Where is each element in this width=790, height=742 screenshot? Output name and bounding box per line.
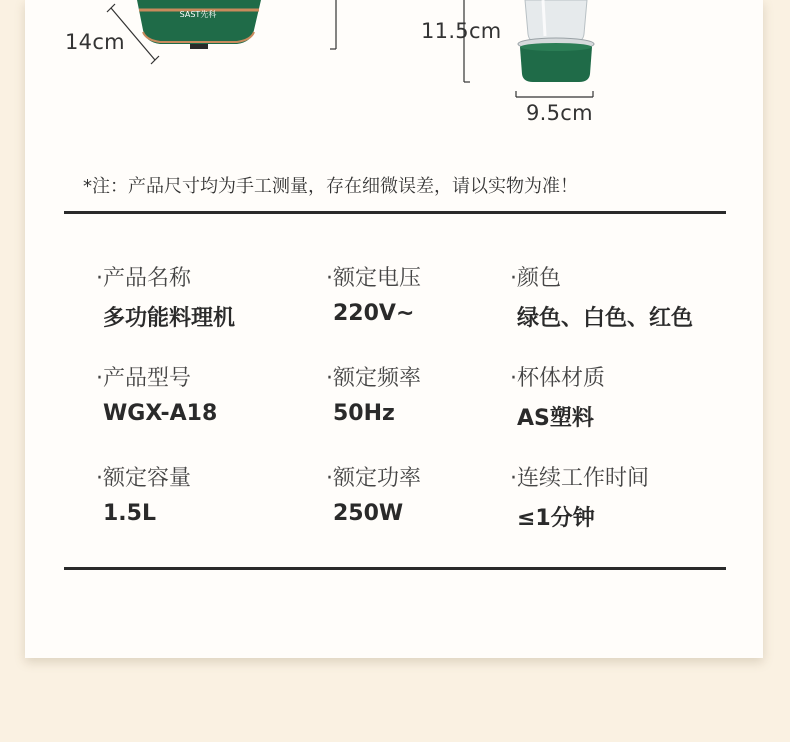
spec-value: 绿色、白色、红色 <box>517 306 694 331</box>
spec-label: ·颜色 <box>510 266 561 291</box>
spec-color <box>510 261 693 332</box>
spec-label: ·额定容量 <box>96 466 191 491</box>
dimension-label-cup-width: 9.5cm <box>526 101 593 125</box>
spec-rated-frequency <box>326 361 421 426</box>
spec-rated-capacity <box>96 461 191 526</box>
spec-continuous-work-time <box>510 461 649 532</box>
spec-model <box>96 361 217 426</box>
blender-illustration <box>25 0 763 140</box>
divider-bottom <box>64 567 726 570</box>
spec-label: ·产品型号 <box>96 366 191 391</box>
divider-top <box>64 211 726 214</box>
spec-value: 1.5L <box>103 501 156 526</box>
spec-product-name <box>96 261 235 332</box>
spec-value: ≤1分钟 <box>517 506 595 531</box>
spec-label: ·额定频率 <box>326 366 421 391</box>
spec-value: 250W <box>333 501 404 526</box>
spec-cup-material <box>510 361 605 432</box>
spec-rated-power <box>326 461 421 526</box>
spec-label: ·连续工作时间 <box>510 466 649 491</box>
measurement-note: *注：产品尺寸均为手工测量，存在细微误差，请以实物为准！ <box>83 176 578 197</box>
spec-label: ·产品名称 <box>96 266 191 291</box>
dimension-label-width-large: 14cm <box>65 30 125 54</box>
spec-label: ·杯体材质 <box>510 366 605 391</box>
spec-label: ·额定功率 <box>326 466 421 491</box>
spec-value: 50Hz <box>333 401 395 426</box>
spec-card <box>25 0 763 658</box>
brand-logo: SAST先科 <box>179 10 217 19</box>
spec-label: ·额定电压 <box>326 266 421 291</box>
spec-value: WGX-A18 <box>103 401 218 426</box>
dimension-label-cup-height: 11.5cm <box>421 19 502 43</box>
spec-rated-voltage <box>326 261 421 326</box>
spec-value: 220V~ <box>333 301 415 326</box>
spec-value: 多功能料理机 <box>103 306 236 331</box>
spec-value: AS塑料 <box>517 406 594 431</box>
